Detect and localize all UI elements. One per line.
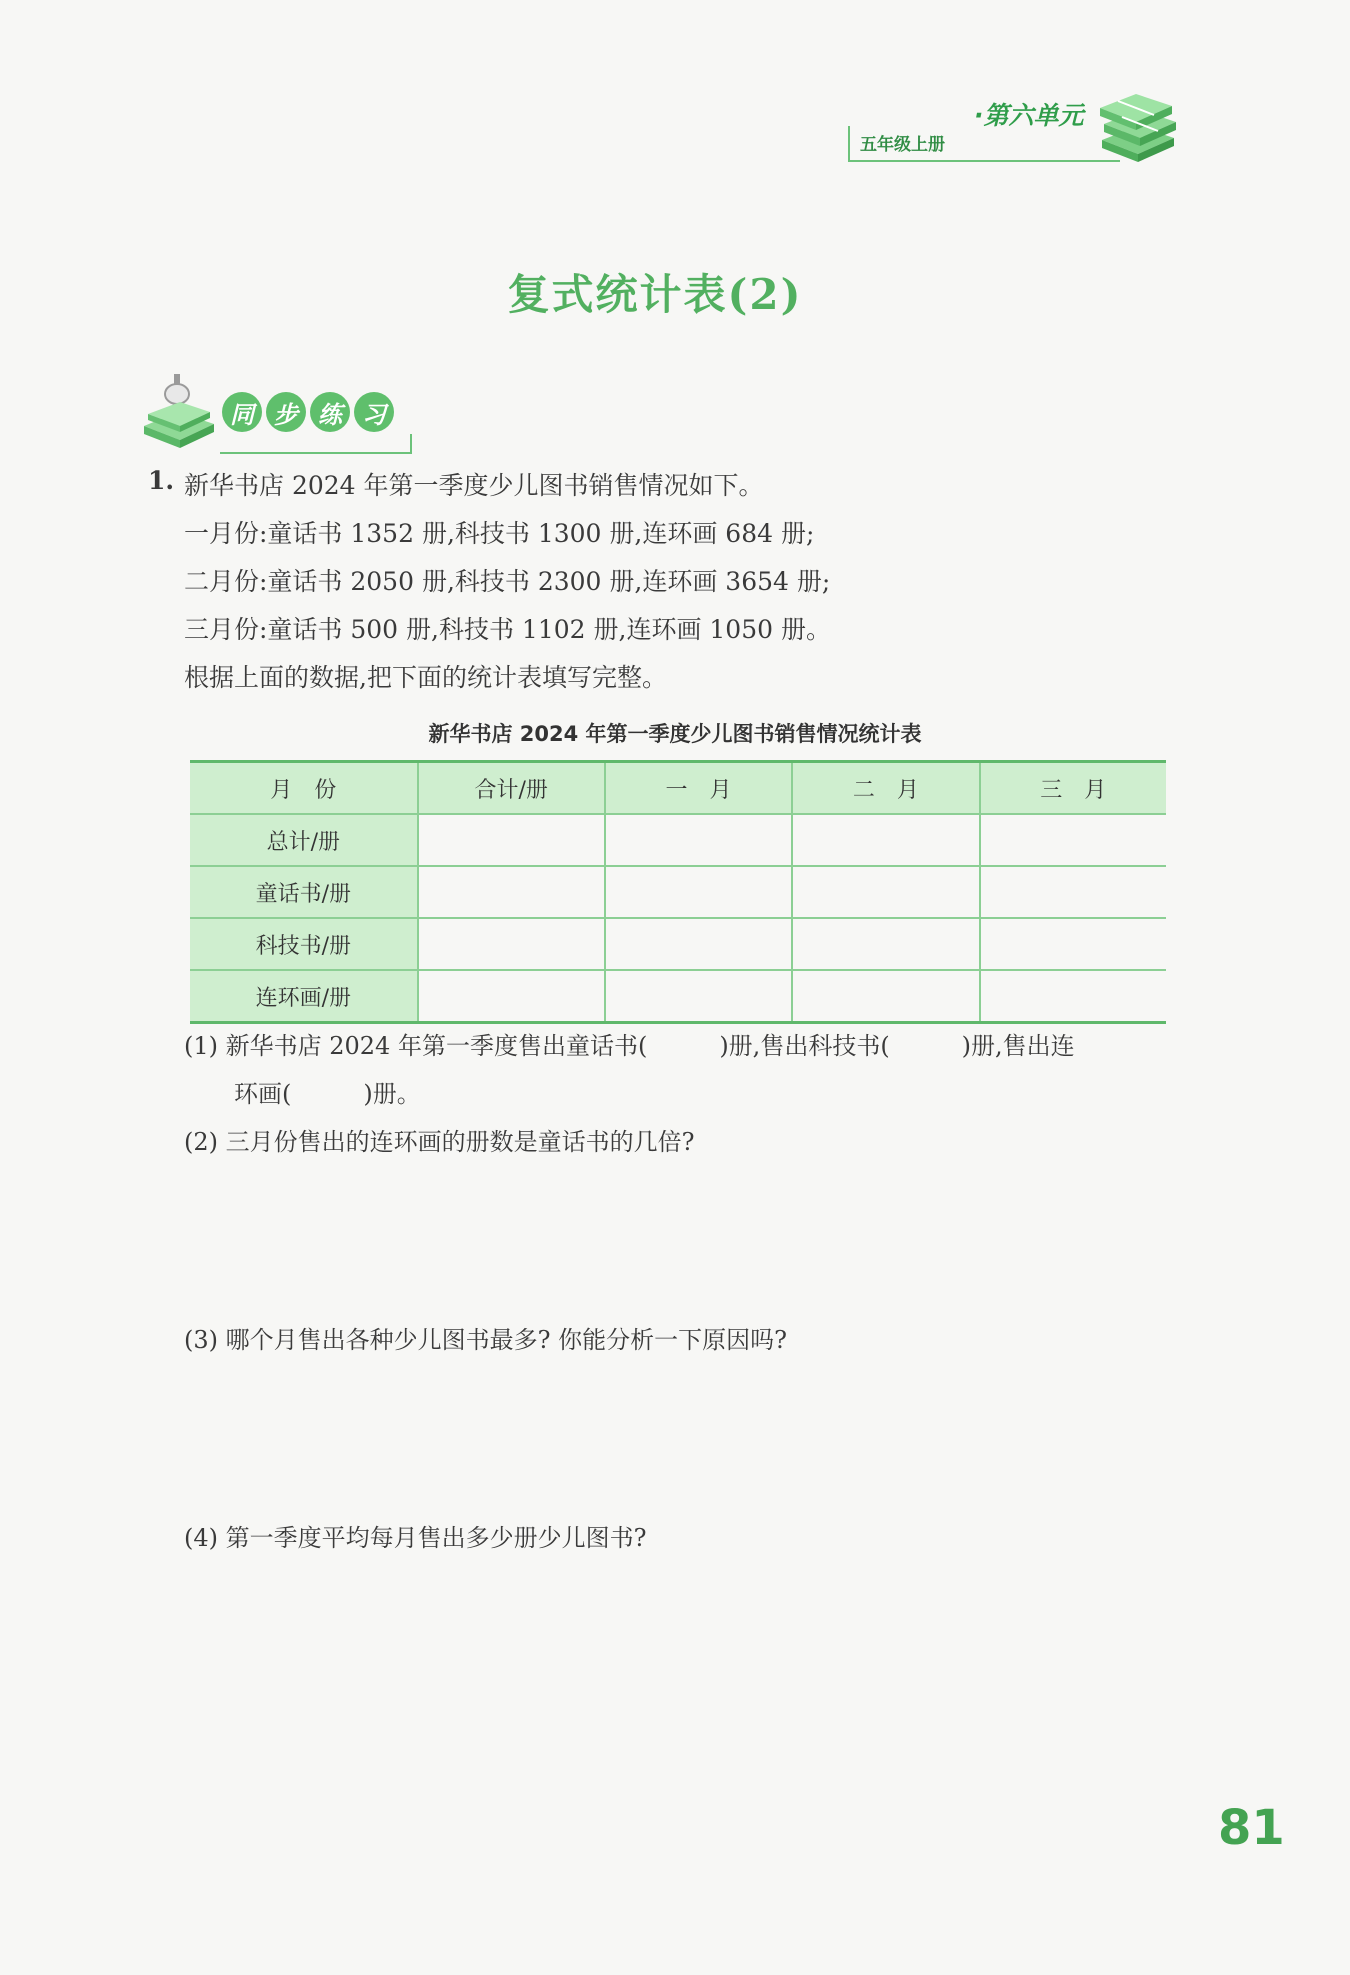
table-row xyxy=(190,970,1166,1023)
table-row xyxy=(190,918,1166,970)
blank-cell[interactable] xyxy=(605,918,792,970)
section-char: 习 xyxy=(354,392,394,432)
table-header-row xyxy=(190,762,1166,815)
table-row xyxy=(190,814,1166,866)
blank-cell[interactable] xyxy=(418,814,605,866)
row-label: 连环画/册 xyxy=(190,970,418,1023)
question-number: 1. xyxy=(148,466,175,495)
blank-cell[interactable] xyxy=(980,814,1166,866)
blank-cell[interactable] xyxy=(980,970,1166,1023)
table-row xyxy=(190,866,1166,918)
table-header-cell: 二 月 xyxy=(792,762,979,815)
section-title xyxy=(222,392,394,432)
blank-cell[interactable] xyxy=(418,918,605,970)
row-label: 科技书/册 xyxy=(190,918,418,970)
books-lamp-icon xyxy=(140,370,220,454)
blank-cell[interactable] xyxy=(980,866,1166,918)
books-stack-icon xyxy=(1094,90,1180,166)
blank-cell[interactable] xyxy=(980,918,1166,970)
blank-cell[interactable] xyxy=(605,866,792,918)
blank-cell[interactable] xyxy=(792,970,979,1023)
data-line-january: 一月份:童话书 1352 册,科技书 1300 册,连环画 684 册; xyxy=(184,519,815,548)
blank-cell[interactable] xyxy=(418,970,605,1023)
instruction-text: 根据上面的数据,把下面的统计表填写完整。 xyxy=(184,663,667,692)
section-underline xyxy=(220,434,412,454)
subquestion-2: (2) 三月份售出的连环画的册数是童话书的几倍? xyxy=(184,1128,695,1156)
page-number: 81 xyxy=(1218,1800,1285,1856)
table-title: 新华书店 2024 年第一季度少儿图书销售情况统计表 xyxy=(428,722,922,746)
section-char: 同 xyxy=(222,392,262,432)
question-intro: 新华书店 2024 年第一季度少儿图书销售情况如下。 xyxy=(184,471,764,500)
subquestion-3: (3) 哪个月售出各种少儿图书最多? 你能分析一下原因吗? xyxy=(184,1326,787,1354)
table-header-cell: 合计/册 xyxy=(418,762,605,815)
page-title: 复式统计表(2) xyxy=(507,270,803,319)
blank-cell[interactable] xyxy=(605,814,792,866)
table-header-cell: 月 份 xyxy=(190,762,418,815)
data-line-february: 二月份:童话书 2050 册,科技书 2300 册,连环画 3654 册; xyxy=(184,567,831,596)
blank-cell[interactable] xyxy=(792,918,979,970)
blank-cell[interactable] xyxy=(792,814,979,866)
data-line-march: 三月份:童话书 500 册,科技书 1102 册,连环画 1050 册。 xyxy=(184,615,831,644)
row-label: 童话书/册 xyxy=(190,866,418,918)
subquestion-4: (4) 第一季度平均每月售出多少册少儿图书? xyxy=(184,1524,647,1552)
row-label: 总计/册 xyxy=(190,814,418,866)
table-header-cell: 一 月 xyxy=(605,762,792,815)
blank-cell[interactable] xyxy=(418,866,605,918)
subquestion-1-line2: 环画( )册。 xyxy=(234,1080,421,1108)
statistics-table xyxy=(190,760,1166,1024)
blank-cell[interactable] xyxy=(605,970,792,1023)
grade-label: 五年级上册 xyxy=(860,135,945,155)
section-header xyxy=(140,370,420,454)
subquestion-1-line1: (1) 新华书店 2024 年第一季度售出童话书( )册,售出科技书( )册,售出连 xyxy=(184,1032,1075,1060)
section-char: 步 xyxy=(266,392,306,432)
blank-cell[interactable] xyxy=(792,866,979,918)
unit-badge xyxy=(838,90,1178,170)
table-header-cell: 三 月 xyxy=(980,762,1166,815)
unit-label: ·第六单元 xyxy=(974,101,1084,130)
section-char: 练 xyxy=(310,392,350,432)
